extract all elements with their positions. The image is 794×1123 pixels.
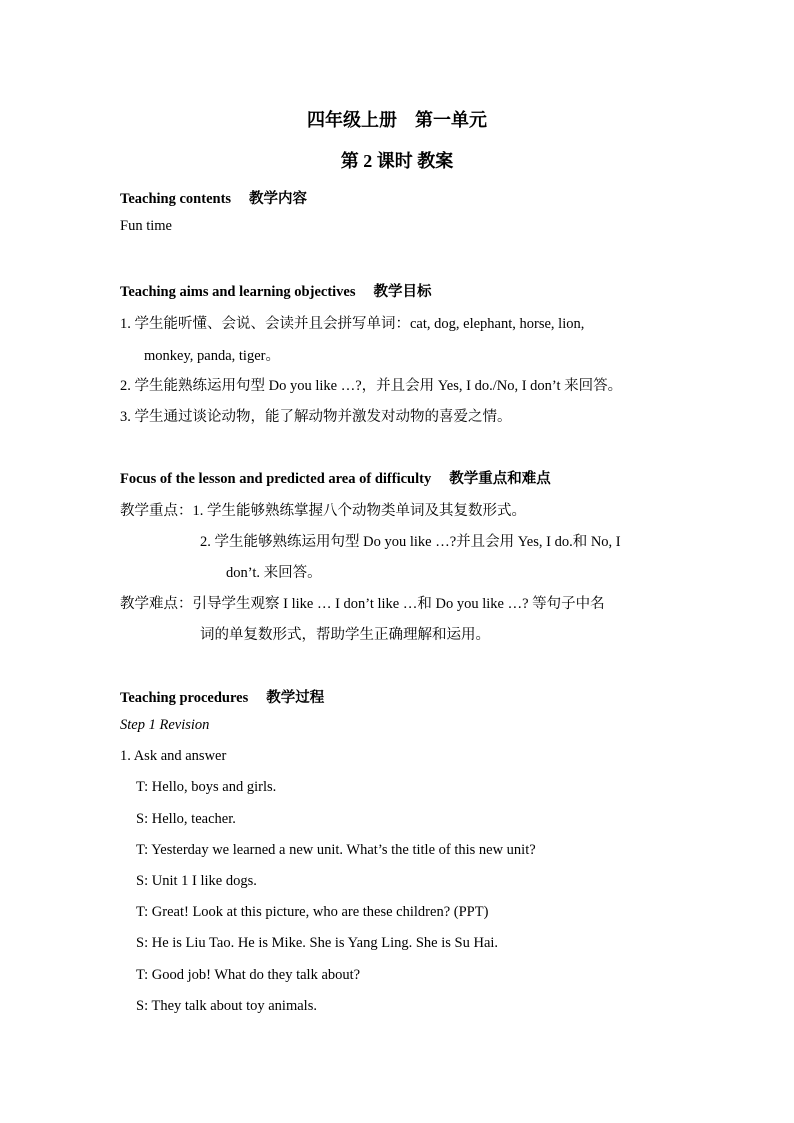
contents-body: Fun time xyxy=(120,218,172,234)
key-point-item-continued: don’t. 来回答。 xyxy=(226,565,322,581)
key-point-item: 2. 学生能够熟练运用句型 Do you like …?并且会用 Yes, I do.和 No, I xyxy=(200,534,621,550)
section-heading-cn: 教学重点和难点 xyxy=(449,471,551,487)
key-point-item: 1. 学生能够熟练掌握八个动物类单词及其复数形式。 xyxy=(192,503,526,519)
section-heading-contents xyxy=(120,187,307,208)
difficulty-row xyxy=(120,592,605,613)
dialogue-line: T: Hello, boys and girls. xyxy=(136,779,277,795)
aim-item: 1. 学生能听懂、会说、会读并且会拼写单词：cat, dog, elephant, horse, lion, xyxy=(120,316,585,332)
section-heading-procedures xyxy=(120,686,324,707)
key-point-row xyxy=(120,499,526,520)
difficulty-item: 引导学生观察 I like … I don’t like …和 Do you like …? 等句子中名 xyxy=(192,596,605,612)
dialogue-line: T: Good job! What do they talk about? xyxy=(136,967,361,983)
section-heading-cn: 教学过程 xyxy=(266,690,325,706)
aim-item: 3. 学生通过谈论动物，能了解动物并激发对动物的喜爱之情。 xyxy=(120,409,512,425)
section-heading-cn: 教学目标 xyxy=(373,284,432,300)
dialogue-line: S: They talk about toy animals. xyxy=(136,998,317,1014)
dialogue-line: S: He is Liu Tao. He is Mike. She is Yang Ling. She is Su Hai. xyxy=(136,935,499,951)
document-title: 四年级上册 第一单元 xyxy=(307,110,487,130)
dialogue-line: S: Hello, teacher. xyxy=(136,811,236,827)
section-heading-focus xyxy=(120,467,551,488)
key-point-label: 教学重点： xyxy=(120,503,193,519)
dialogue-line: T: Yesterday we learned a new unit. What’s the title of this new unit? xyxy=(136,842,536,858)
step-heading: Step 1 Revision xyxy=(120,717,210,733)
dialogue-line: S: Unit 1 I like dogs. xyxy=(136,873,257,889)
difficulty-label: 教学难点： xyxy=(120,596,193,612)
aim-item-continued: monkey, panda, tiger。 xyxy=(144,348,280,364)
aim-item: 2. 学生能熟练运用句型 Do you like …?，并且会用 Yes, I do./No, I don’t 来回答。 xyxy=(120,378,623,394)
section-heading-en: Teaching contents xyxy=(120,191,232,207)
sub-step-heading: 1. Ask and answer xyxy=(120,748,227,764)
section-heading-en: Teaching procedures xyxy=(120,690,249,706)
section-heading-aims xyxy=(120,280,432,301)
document-subtitle: 第 2 课时 教案 xyxy=(340,151,454,171)
dialogue-line: T: Great! Look at this picture, who are these children? (PPT) xyxy=(136,904,489,920)
section-heading-en: Teaching aims and learning objectives xyxy=(120,284,356,300)
difficulty-item-continued: 词的单复数形式，帮助学生正确理解和运用。 xyxy=(200,627,490,643)
section-heading-en: Focus of the lesson and predicted area of difficulty xyxy=(120,471,432,487)
section-heading-cn: 教学内容 xyxy=(249,191,308,207)
